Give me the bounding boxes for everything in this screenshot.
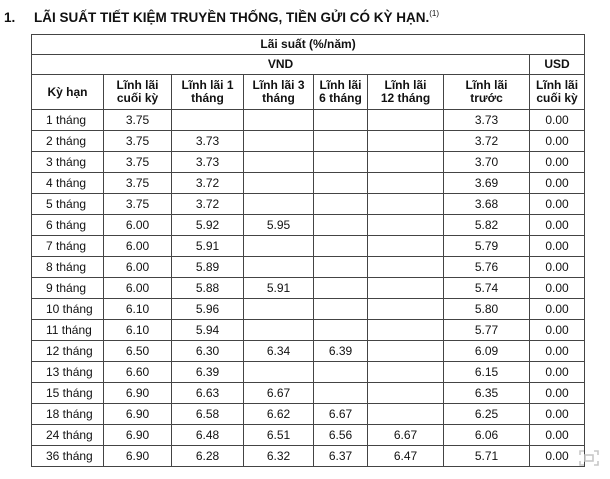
cell-m3 [244,173,314,194]
cell-m12: 6.47 [368,446,444,467]
cell-m3: 5.95 [244,215,314,236]
cell-pre: 5.79 [444,236,530,257]
cell-usd: 0.00 [530,152,585,173]
cell-m12 [368,236,444,257]
cell-usd: 0.00 [530,110,585,131]
col-term-header: Kỳ hạn [32,75,104,110]
cell-pre: 5.76 [444,257,530,278]
cell-pre: 3.69 [444,173,530,194]
cell-term: 24 tháng [32,425,104,446]
cell-pre: 6.35 [444,383,530,404]
cell-m1: 6.48 [172,425,244,446]
cell-m6 [314,152,368,173]
col-3m-header: Lĩnh lãi 3 tháng [244,75,314,110]
col-6m-header: Lĩnh lãi 6 tháng [314,75,368,110]
cell-end: 3.75 [104,131,172,152]
cell-m6 [314,131,368,152]
table-row [32,110,585,131]
table-row [32,152,585,173]
table-row [32,131,585,152]
cell-end: 6.10 [104,299,172,320]
cell-m6 [314,278,368,299]
cell-m3: 6.51 [244,425,314,446]
cell-pre: 6.06 [444,425,530,446]
table-row [32,173,585,194]
cell-m3 [244,194,314,215]
cell-m6 [314,299,368,320]
cell-pre: 5.80 [444,299,530,320]
cell-m1: 5.94 [172,320,244,341]
cell-end: 3.75 [104,173,172,194]
cell-m6: 6.56 [314,425,368,446]
cell-end: 6.90 [104,383,172,404]
cell-m3: 6.62 [244,404,314,425]
cell-pre: 3.73 [444,110,530,131]
cell-m12: 6.67 [368,425,444,446]
cell-m1: 3.72 [172,194,244,215]
cell-m1: 6.58 [172,404,244,425]
cell-m3: 6.67 [244,383,314,404]
table-row [32,404,585,425]
cell-term: 15 tháng [32,383,104,404]
col-1m-header: Lĩnh lãi 1 tháng [172,75,244,110]
cell-m6 [314,257,368,278]
col-prepaid-header: Lĩnh lãi trước [444,75,530,110]
table-row [32,425,585,446]
usd-header: USD [530,55,585,75]
cell-pre: 3.68 [444,194,530,215]
cell-m1: 6.39 [172,362,244,383]
cell-pre: 5.77 [444,320,530,341]
cell-term: 2 tháng [32,131,104,152]
cell-usd: 0.00 [530,194,585,215]
section-title: LÃI SUẤT TIẾT KIỆM TRUYỀN THỐNG, TIỀN GỬI CÓ KỲ HẠN. [34,10,430,25]
cell-usd: 0.00 [530,362,585,383]
cell-end: 6.60 [104,362,172,383]
cell-usd: 0.00 [530,257,585,278]
cell-end: 3.75 [104,152,172,173]
cell-usd: 0.00 [530,425,585,446]
cell-usd: 0.00 [530,341,585,362]
table-row [32,320,585,341]
expand-frame-icon[interactable] [578,449,600,467]
cell-pre: 6.09 [444,341,530,362]
cell-m3: 6.32 [244,446,314,467]
cell-pre: 6.25 [444,404,530,425]
cell-m1: 6.30 [172,341,244,362]
cell-pre: 5.74 [444,278,530,299]
cell-m6: 6.37 [314,446,368,467]
cell-m6 [314,383,368,404]
cell-term: 13 tháng [32,362,104,383]
cell-m3 [244,320,314,341]
cell-term: 1 tháng [32,110,104,131]
cell-term: 7 tháng [32,236,104,257]
cell-end: 6.00 [104,257,172,278]
cell-m3: 5.91 [244,278,314,299]
table-row [32,236,585,257]
cell-m3 [244,131,314,152]
cell-m6 [314,194,368,215]
cell-usd: 0.00 [530,320,585,341]
cell-m3 [244,299,314,320]
table-row [32,257,585,278]
cell-m3 [244,110,314,131]
cell-term: 9 tháng [32,278,104,299]
cell-pre: 6.15 [444,362,530,383]
cell-m12 [368,215,444,236]
cell-m1 [172,110,244,131]
cell-term: 10 tháng [32,299,104,320]
table-row [32,341,585,362]
cell-m1: 3.73 [172,152,244,173]
cell-m3 [244,362,314,383]
cell-end: 6.50 [104,341,172,362]
cell-m12 [368,131,444,152]
section-heading [4,9,439,25]
cell-pre: 3.70 [444,152,530,173]
cell-m12 [368,173,444,194]
cell-term: 11 tháng [32,320,104,341]
cell-m1: 5.88 [172,278,244,299]
cell-m1: 5.91 [172,236,244,257]
cell-term: 36 tháng [32,446,104,467]
cell-term: 4 tháng [32,173,104,194]
col-usd-end-header: Lĩnh lãi cuối kỳ [530,75,585,110]
cell-m6 [314,362,368,383]
cell-usd: 0.00 [530,215,585,236]
cell-end: 3.75 [104,194,172,215]
cell-usd: 0.00 [530,383,585,404]
cell-end: 6.90 [104,404,172,425]
cell-m6 [314,173,368,194]
col-12m-header: Lĩnh lãi 12 tháng [368,75,444,110]
cell-pre: 5.71 [444,446,530,467]
cell-term: 12 tháng [32,341,104,362]
cell-m12 [368,278,444,299]
cell-end: 6.00 [104,278,172,299]
rate-rows [32,110,585,467]
cell-m12 [368,383,444,404]
cell-usd: 0.00 [530,404,585,425]
cell-pre: 5.82 [444,215,530,236]
cell-m6 [314,110,368,131]
cell-usd: 0.00 [530,446,585,467]
table-row [32,215,585,236]
cell-m12 [368,257,444,278]
table-row [32,383,585,404]
rate-band-header: Lãi suất (%/năm) [32,35,585,55]
vnd-header: VND [32,55,530,75]
footnote-marker: (1) [429,9,439,18]
cell-term: 3 tháng [32,152,104,173]
table-row [32,446,585,467]
table-row [32,194,585,215]
cell-m1: 6.63 [172,383,244,404]
cell-m3 [244,236,314,257]
cell-end: 3.75 [104,110,172,131]
cell-m12 [368,341,444,362]
cell-m12 [368,194,444,215]
cell-usd: 0.00 [530,173,585,194]
cell-m1: 6.28 [172,446,244,467]
cell-usd: 0.00 [530,278,585,299]
cell-end: 6.10 [104,320,172,341]
cell-m1: 5.92 [172,215,244,236]
cell-m12 [368,404,444,425]
cell-end: 6.00 [104,236,172,257]
col-end-header: Lĩnh lãi cuối kỳ [104,75,172,110]
cell-m12 [368,320,444,341]
table-row [32,278,585,299]
cell-m1: 5.89 [172,257,244,278]
cell-m12 [368,299,444,320]
cell-usd: 0.00 [530,131,585,152]
cell-usd: 0.00 [530,236,585,257]
cell-m1: 5.96 [172,299,244,320]
cell-m6 [314,320,368,341]
cell-end: 6.90 [104,446,172,467]
cell-term: 8 tháng [32,257,104,278]
cell-m1: 3.73 [172,131,244,152]
cell-m6 [314,215,368,236]
cell-m12 [368,110,444,131]
cell-end: 6.90 [104,425,172,446]
cell-m3: 6.34 [244,341,314,362]
cell-m6: 6.67 [314,404,368,425]
interest-rate-table [31,34,585,467]
cell-m3 [244,257,314,278]
cell-pre: 3.72 [444,131,530,152]
cell-m12 [368,362,444,383]
table-row [32,362,585,383]
cell-m12 [368,152,444,173]
cell-term: 6 tháng [32,215,104,236]
cell-end: 6.00 [104,215,172,236]
table-row [32,299,585,320]
cell-term: 18 tháng [32,404,104,425]
cell-m3 [244,152,314,173]
cell-m6: 6.39 [314,341,368,362]
cell-usd: 0.00 [530,299,585,320]
cell-term: 5 tháng [32,194,104,215]
cell-m6 [314,236,368,257]
cell-m1: 3.72 [172,173,244,194]
section-number: 1. [4,10,16,25]
